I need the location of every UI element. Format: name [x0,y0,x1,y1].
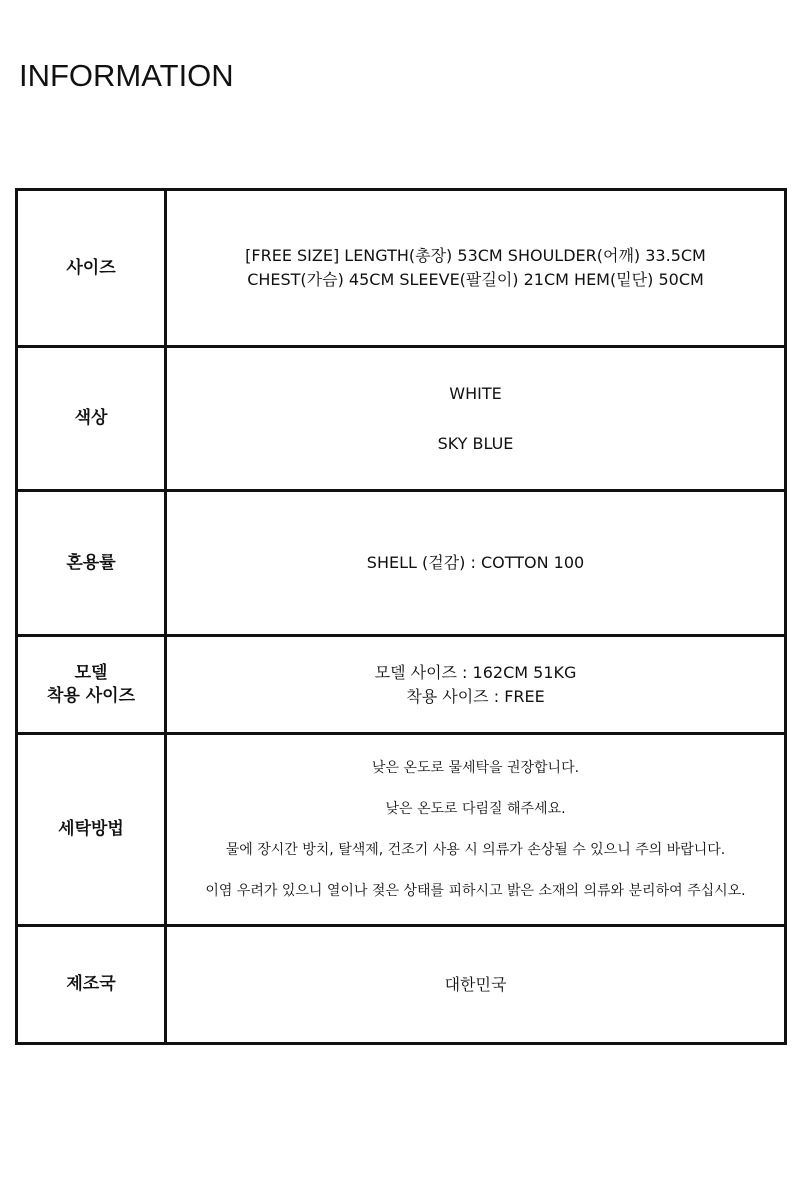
size-line-2: CHEST(가슴) 45CM SLEEVE(팔길이) 21CM HEM(밑단) 50CM [247,270,704,289]
model-wear-size-line: 착용 사이즈 : FREE [406,686,545,706]
table-row-origin [17,926,786,1044]
color-option-sky-blue: SKY BLUE [437,433,514,453]
size-value [166,190,786,347]
size-line-1: [FREE SIZE] LENGTH(총장) 53CM SHOULDER(어깨) 33.5CM [245,246,706,265]
model-label [17,636,166,734]
page-title: INFORMATION [19,58,234,93]
origin-value: 대한민국 [166,926,786,1044]
washing-line-4: 이염 우려가 있으니 열이나 젖은 상태를 피하시고 밝은 소재의 의류와 분리하여 주십시오. [205,883,746,899]
washing-label: 세탁방법 [17,734,166,926]
washing-value [166,734,786,926]
table-row-material [17,491,786,636]
model-size-line: 모델 사이즈 : 162CM 51KG [374,662,577,682]
color-label: 색상 [17,347,166,491]
table-row-washing [17,734,786,926]
washing-line-3: 물에 장시간 방치, 탈색제, 건조기 사용 시 의류가 손상될 수 있으니 주의 바랍니다. [225,842,726,858]
table-row-model [17,636,786,734]
material-label: 혼용률 [17,491,166,636]
color-value [166,347,786,491]
washing-line-1: 낮은 온도로 물세탁을 권장합니다. [371,760,580,776]
color-option-white: WHITE [449,383,502,403]
model-label-line-1: 모델 [74,662,108,683]
size-label: 사이즈 [17,190,166,347]
table-row-color [17,347,786,491]
material-value: SHELL (겉감) : COTTON 100 [166,491,786,636]
origin-label: 제조국 [17,926,166,1044]
table-row-size [17,190,786,347]
model-label-line-2: 착용 사이즈 [46,685,136,706]
product-info-table [15,188,787,1045]
washing-line-2: 낮은 온도로 다림질 해주세요. [385,801,566,817]
model-value [166,636,786,734]
